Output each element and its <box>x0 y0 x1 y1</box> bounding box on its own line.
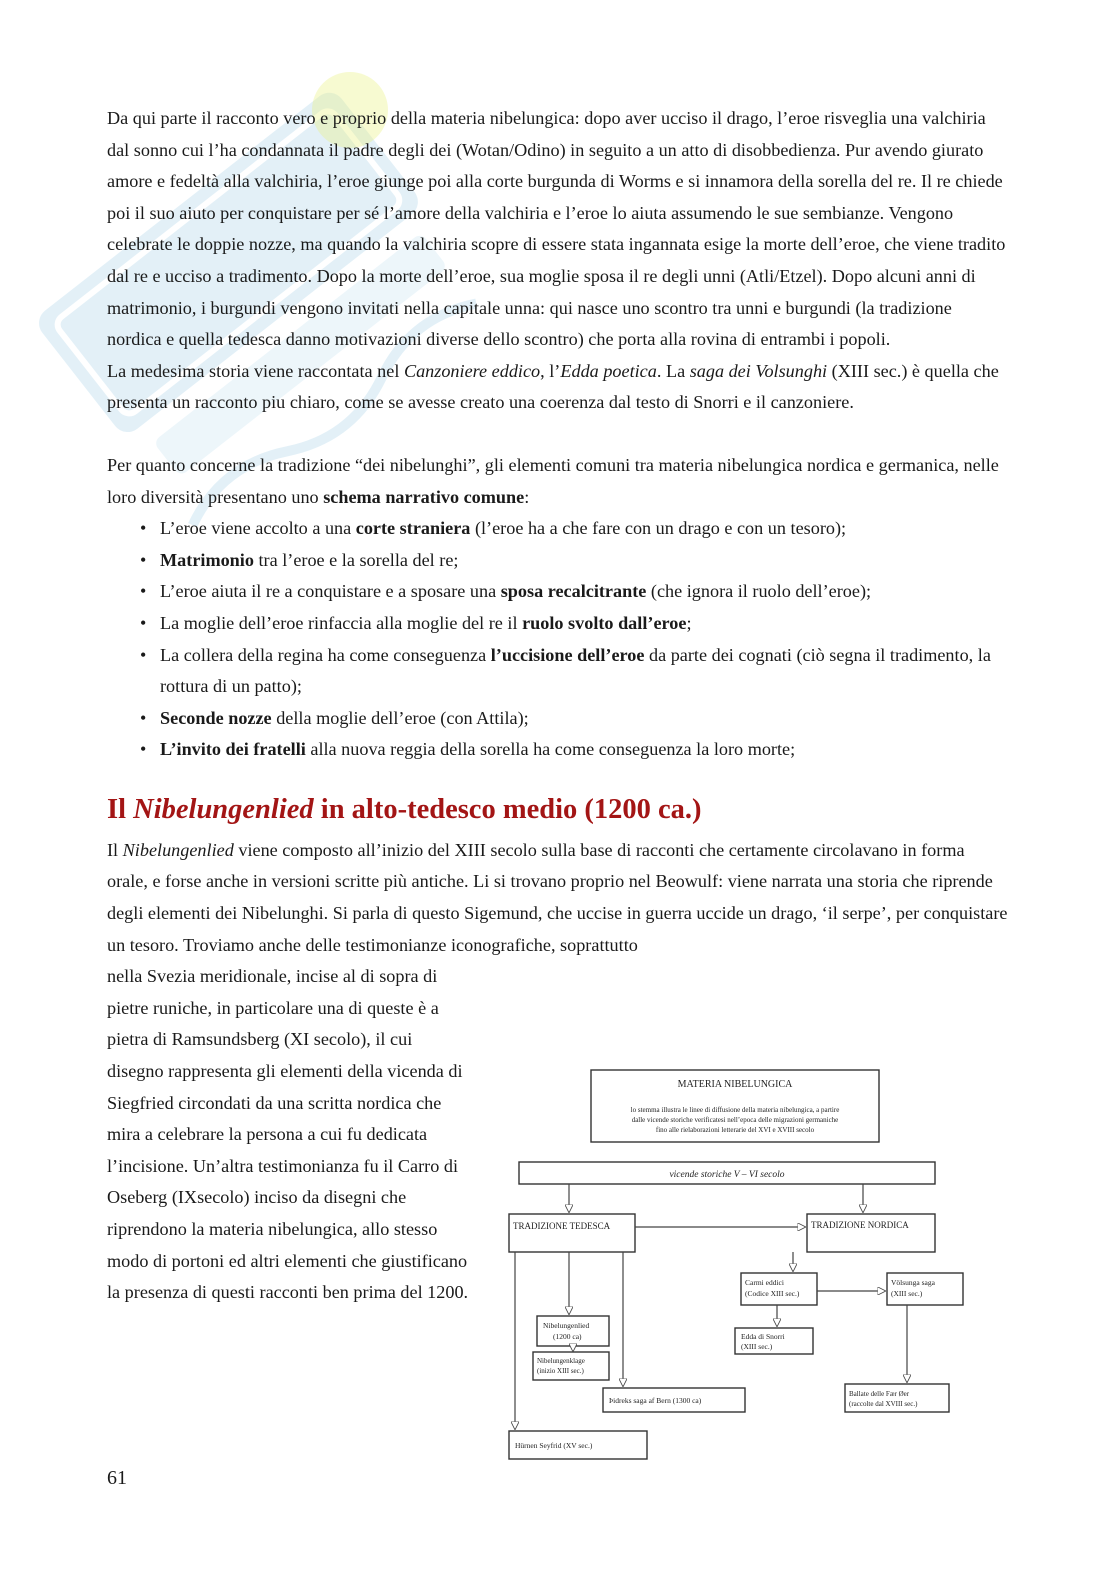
list-item-bold: L’invito dei fratelli <box>160 739 306 760</box>
italic-saga: saga dei Volsunghi <box>689 360 828 381</box>
label-edda: Edda di Snorri <box>741 1332 785 1341</box>
list-item <box>160 734 1009 766</box>
list-item-bold: l’uccisione dell’eroe <box>490 644 645 665</box>
paragraph-2 <box>107 356 1009 419</box>
list-item-text: (l’eroe ha a che fare con un drago e con un tesoro); <box>470 518 847 539</box>
heading-text: in alto-tedesco medio (1200 ca.) <box>313 793 702 825</box>
list-item <box>160 703 1009 735</box>
paragraph-1: Da qui parte il racconto vero e proprio della materia nibelungica: dopo aver ucciso il drago, l’eroe risveglia una valchiria dal sonno cui l’ha condannata il padre degli dei (Wotan/Odino) in seguito a un atto di disobbedienza. Pur avendo giurato amore e fedeltà alla valchiria, l’eroe giunge poi alla corte burgunda di Worms e si innamora della sorella del re. Il re chiede poi il suo aiuto per conquistare per sé l’amore della valchiria e l’eroe lo aiuta assumendo le sue sembianze. Vengono celebrate le doppie nozze, ma quando la valchiria scopre di essere stata ingannata esige la morte dell’eroe, che viene tradito dal re e ucciso a tradimento. Dopo la morte dell’eroe, sua moglie sposa il re degli unni (Atli/Etzel). Dopo alcuni anni di matrimonio, i burgundi vengono invitati nella capitale unna: qui nasce uno scontro tra unni e burgundi (la tradizione nordica e quella tedesca danno motivazioni diverse dello scontro) che porta alla rovina di entrambi i popoli. <box>107 108 1006 350</box>
stemma-diagram <box>505 1066 975 1464</box>
label-ballate: Ballate delle Fær Øer <box>849 1390 910 1398</box>
paragraph-2-text: , l’ <box>540 360 561 381</box>
heading-text: Il <box>107 793 134 825</box>
diagram-desc: fino alle rielaborazioni letterarie del XVI e XVIII secolo <box>655 1126 815 1134</box>
list-item-text: da parte dei cognati (ciò segna il tradimento, la rottura di un patto); <box>160 644 991 697</box>
bold-schema: schema narrativo comune <box>323 486 525 507</box>
paragraph-2-text: (XIII sec.) è quella che presenta un racconto piu chiaro, come se avesse creato una coerenza dal testo di Snorri e il canzoniere. <box>107 360 999 413</box>
label-nordica: TRADIZIONE NORDICA <box>811 1220 909 1230</box>
box-tedesca <box>509 1214 635 1252</box>
bullet-list <box>107 513 1009 766</box>
label-klage: (inizio XIII sec.) <box>537 1367 584 1375</box>
list-item-text: La moglie dell’eroe rinfaccia alla moglie del re il <box>160 612 523 633</box>
label-klage: Nibelungenklage <box>537 1357 585 1365</box>
label-volsunga: (XIII sec.) <box>891 1289 923 1298</box>
label-carmi: Carmi eddici <box>745 1278 784 1287</box>
label-volsunga: Völsunga saga <box>891 1278 935 1287</box>
list-item <box>160 640 1009 703</box>
label-vicende: vicende storiche V – VI secolo <box>669 1170 785 1180</box>
list-item-bold: sposa recalcitrante <box>500 581 647 602</box>
list-item <box>160 576 1009 608</box>
section-heading <box>107 792 1009 828</box>
list-item-bold: Matrimonio <box>160 549 254 570</box>
page-number: 61 <box>107 1467 127 1489</box>
italic-nibelungenlied: Nibelungenlied <box>122 839 234 860</box>
list-item-text: (che ignora il ruolo dell’eroe); <box>646 581 872 602</box>
diagram-title: MATERIA NIBELUNGICA <box>677 1079 793 1090</box>
label-huernen: Hürnen Seyfrid (XV sec.) <box>515 1441 593 1450</box>
paragraph-4 <box>107 835 1009 961</box>
list-item-text: della moglie dell’eroe (con Attila); <box>271 707 529 728</box>
label-tedesca: TRADIZIONE TEDESCA <box>513 1221 611 1231</box>
italic-canzoniere: Canzoniere eddico <box>403 360 541 381</box>
list-item-text: L’eroe viene accolto a una <box>160 518 356 539</box>
list-item-text: La collera della regina ha come conseguenza <box>160 644 491 665</box>
paragraph-3-text: : <box>524 486 530 507</box>
label-edda: (XIII sec.) <box>741 1342 773 1351</box>
list-item-bold: Seconde nozze <box>160 707 272 728</box>
list-item <box>160 513 1009 545</box>
paragraph-3-text: Per quanto concerne la tradizione “dei nibelunghi”, gli elementi comuni tra materia nibelungica nordica e germanica, nelle loro diversità presentano uno <box>107 454 999 507</box>
list-item-text: ; <box>686 612 692 633</box>
paragraph-4-text: Il <box>107 839 123 860</box>
label-carmi: (Codice XIII sec.) <box>745 1289 800 1298</box>
list-item <box>160 608 1009 640</box>
paragraph-2-text: . La <box>656 360 690 381</box>
paragraph-4-text: viene composto all’inizio del XIII secolo sulla base di racconti che certamente circolavano in forma orale, e forse anche in versioni scritte più antiche. Li si trovano proprio nel Beowulf: viene narrata una storia che riprende degli elementi dei Nibelunghi. Si parla di questo Sigemund, che uccise in guerra uccide un drago, ‘il serpe’, per conquistare un tesoro. Troviamo anche delle testimonianze iconografiche, soprattutto <box>107 839 1008 955</box>
diagram-desc: dalle vicende storiche verificatesi nell’epoca delle migrazioni germaniche <box>631 1116 839 1124</box>
diagram-desc: lo stemma illustra le linee di diffusione della materia nibelungica, a partire <box>630 1106 840 1114</box>
label-ballate: (raccolte dal XVIII sec.) <box>849 1400 918 1408</box>
italic-edda: Edda poetica <box>560 360 657 381</box>
list-item-text: L’eroe aiuta il re a conquistare e a sposare una <box>160 581 501 602</box>
list-item-text: alla nuova reggia della sorella ha come conseguenza la loro morte; <box>305 739 796 760</box>
heading-italic: Nibelungenlied <box>133 793 314 825</box>
label-nibelungenlied: Nibelungenlied <box>543 1321 590 1330</box>
list-item-bold: corte straniera <box>355 518 471 539</box>
list-item-text: tra l’eroe e la sorella del re; <box>253 549 459 570</box>
list-item <box>160 545 1009 577</box>
label-thidreks: Þidreks saga af Bern (1300 ca) <box>609 1396 702 1405</box>
paragraph-4-wrap: nella Svezia meridionale, incise al di sopra di pietre runiche, in particolare una di queste è a pietra di Ramsundsberg (XI secolo), il cui disegno rappresenta gli elementi della vicenda di Siegfried circondati da una scritta nordica che mira a celebrare la persona a cui fu dedicata l’incisione. Un’altra testimonianza fu il Carro di Oseberg (IXsecolo) inciso da disegni che riprendono la materia nibelungica, allo stesso modo di portoni ed altri elementi che giustificano la presenza di questi racconti ben prima del 1200. <box>107 966 469 1303</box>
list-item-bold: ruolo svolto dall’eroe <box>522 612 687 633</box>
label-nibelungenlied: (1200 ca) <box>553 1332 582 1341</box>
paragraph-2-text: La medesima storia viene raccontata nel <box>107 360 404 381</box>
paragraph-3 <box>107 450 1009 513</box>
